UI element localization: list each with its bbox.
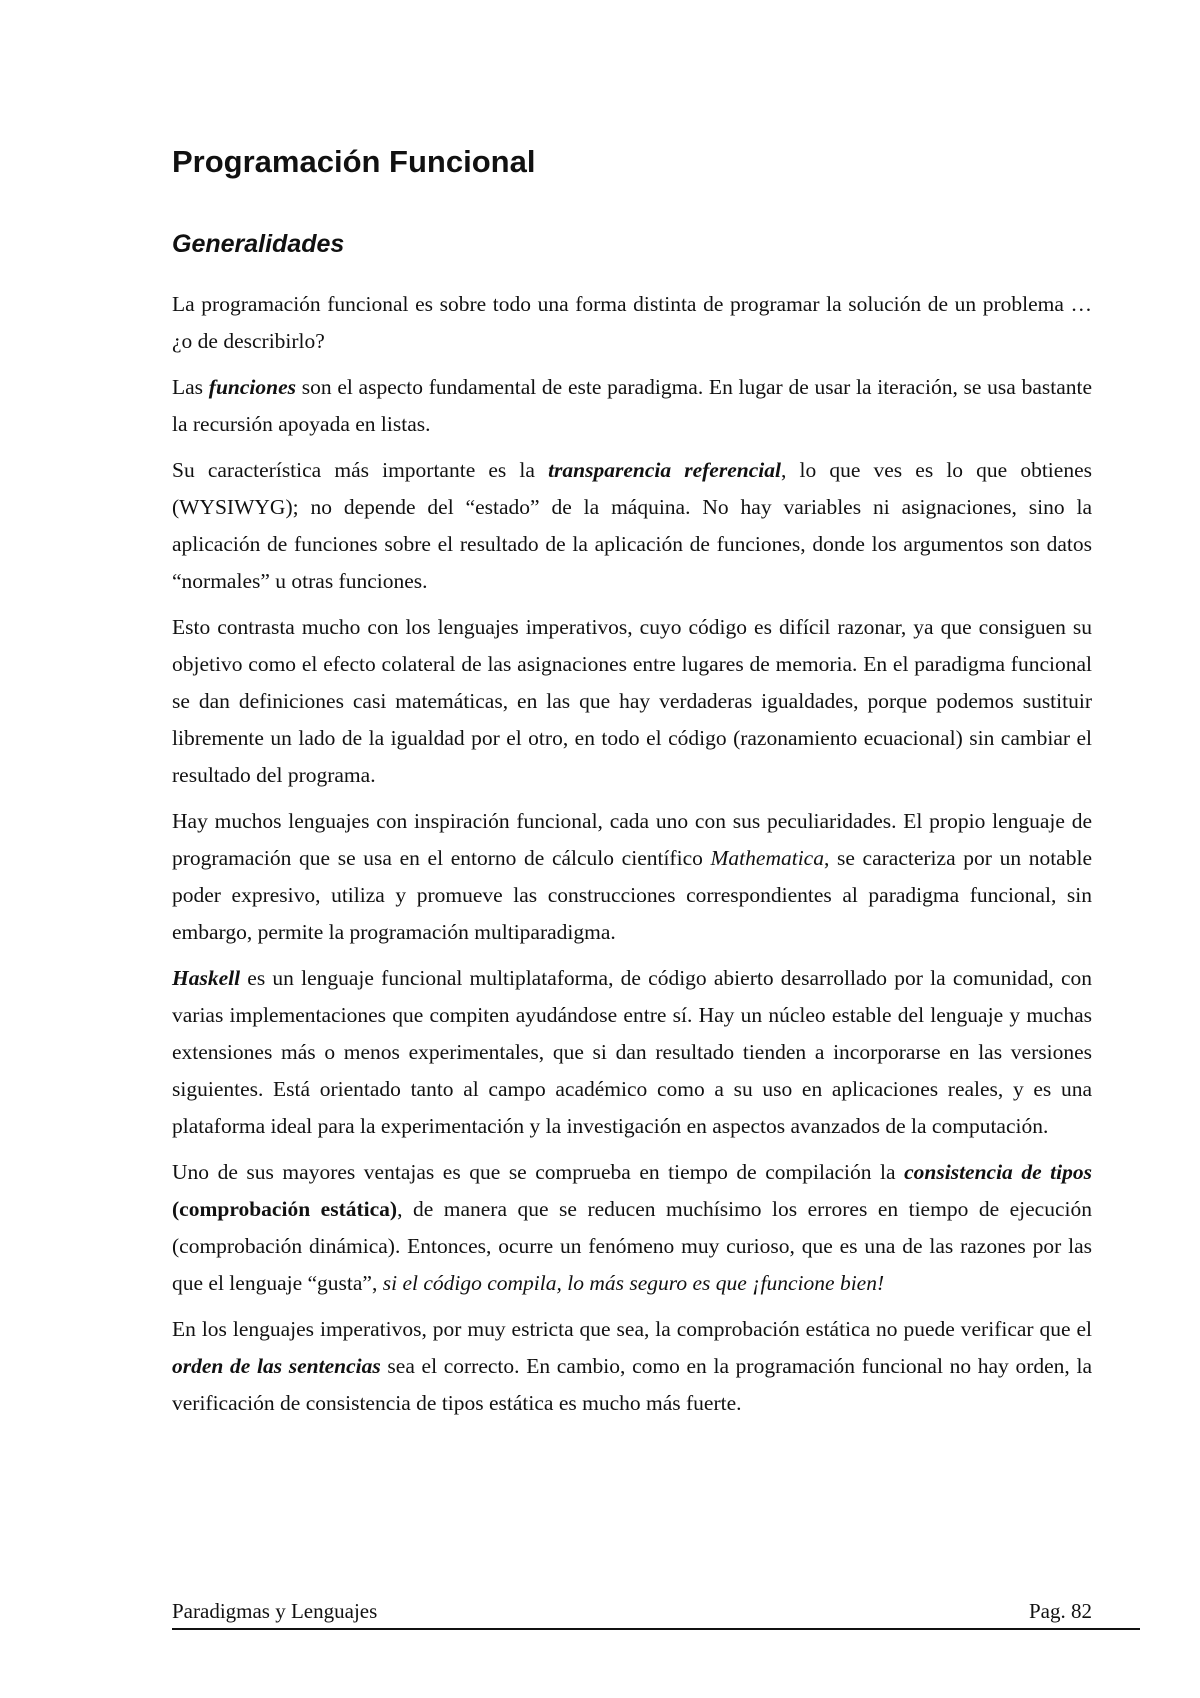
paragraph-text: Uno de sus mayores ventajas es que se comprueba en tiempo de compilación la (172, 1160, 905, 1184)
paragraph-text: , lo que ves es lo que obtienes (WYSIWYG); no depende del “estado” de la máquina. No hay variables ni asignaciones, sino la aplicación de funciones sobre el resultado de la aplicación de funciones, donde los argumentos son datos “normales” u otras funciones. (172, 458, 1092, 593)
paragraph-text: , de manera que se reducen muchísimo los errores en tiempo de ejecución (comprobación dinámica). Entonces, ocurre un fenómeno muy curioso, que es una de las razones por las que el lenguaje “gusta”, (172, 1197, 1092, 1295)
paragraph-8 (172, 1311, 1092, 1422)
paragraph-text: Esto contrasta mucho con los lenguajes imperativos, cuyo código es difícil razonar, ya que consiguen su objetivo como el efecto colateral de las asignaciones entre lugares de memoria. En el paradigma funcional se dan definiciones casi matemáticas, en las que hay verdaderas igualdades, porque podemos sustituir libremente un lado de la igualdad por el otro, en todo el código (razonamiento ecuacional) sin cambiar el resultado del programa. (172, 615, 1092, 787)
emphasis-term: consistencia de tipos (904, 1160, 1092, 1184)
paragraph-1 (172, 286, 1092, 360)
paragraph-text: son el aspecto fundamental de este paradigma. En lugar de usar la iteración, se usa bastante la recursión apoyada en listas. (172, 375, 1093, 436)
paragraph-5 (172, 803, 1092, 951)
paragraph-text: sea el correcto. En cambio, como en la programación funcional no hay orden, la verificación de consistencia de tipos estática es mucho más fuerte. (172, 1354, 1092, 1415)
paragraph-7 (172, 1154, 1092, 1302)
paragraph-text: En los lenguajes imperativos, por muy estricta que sea, la comprobación estática no puede verificar que el (172, 1317, 1092, 1341)
paragraph-4 (172, 609, 1092, 794)
emphasis-term: orden de las sentencias (172, 1354, 381, 1378)
footer-row (172, 1596, 1092, 1626)
page-footer (172, 1596, 1140, 1626)
paragraph-text: , se caracteriza por un notable poder expresivo, utiliza y promueve las construcciones correspondientes al paradigma funcional, sin embargo, permite la programación multiparadigma. (172, 846, 1092, 944)
paragraph-text: Las (172, 375, 209, 399)
italic-term: Mathematica (710, 846, 824, 870)
page-title: Programación Funcional (172, 144, 536, 179)
paragraph-text: Hay muchos lenguajes con inspiración funcional, cada uno con sus peculiaridades. El propio lenguaje de programación que se usa en el entorno de cálculo científico (172, 809, 1092, 870)
paragraph-3 (172, 452, 1092, 600)
emphasis-term: funciones (208, 375, 296, 399)
bold-term: (comprobación estática) (172, 1197, 398, 1221)
emphasis-term: Haskell (172, 966, 241, 990)
page-number: Pag. 82 (1029, 1599, 1092, 1623)
paragraph-text: Su característica más importante es la (172, 458, 549, 482)
paragraph-6 (172, 960, 1092, 1145)
paragraph-text: es un lenguaje funcional multiplataforma, de código abierto desarrollado por la comunidad, con varias implementaciones que compiten ayudándose entre sí. Hay un núcleo estable del lenguaje y muchas extensiones más o menos experimentales, que si dan resultado tienden a incorporarse en las versiones siguientes. Está orientado tanto al campo académico como a su uso en aplicaciones reales, y es una plataforma ideal para la experimentación y la investigación en aspectos avanzados de la computación. (172, 966, 1092, 1138)
footer-divider (172, 1628, 1140, 1630)
emphasis-term: transparencia referencial (548, 458, 781, 482)
paragraph-2 (172, 369, 1092, 443)
footer-book-title: Paradigmas y Lenguajes (172, 1599, 378, 1623)
page-content (172, 142, 1092, 1431)
section-heading: Generalidades (172, 230, 345, 258)
paragraph-text: La programación funcional es sobre todo una forma distinta de programar la solución de un problema … ¿o de describirlo? (172, 292, 1092, 353)
italic-quote: si el código compila, lo más seguro es que ¡funcione bien! (382, 1271, 885, 1295)
body-text (172, 286, 1092, 1422)
